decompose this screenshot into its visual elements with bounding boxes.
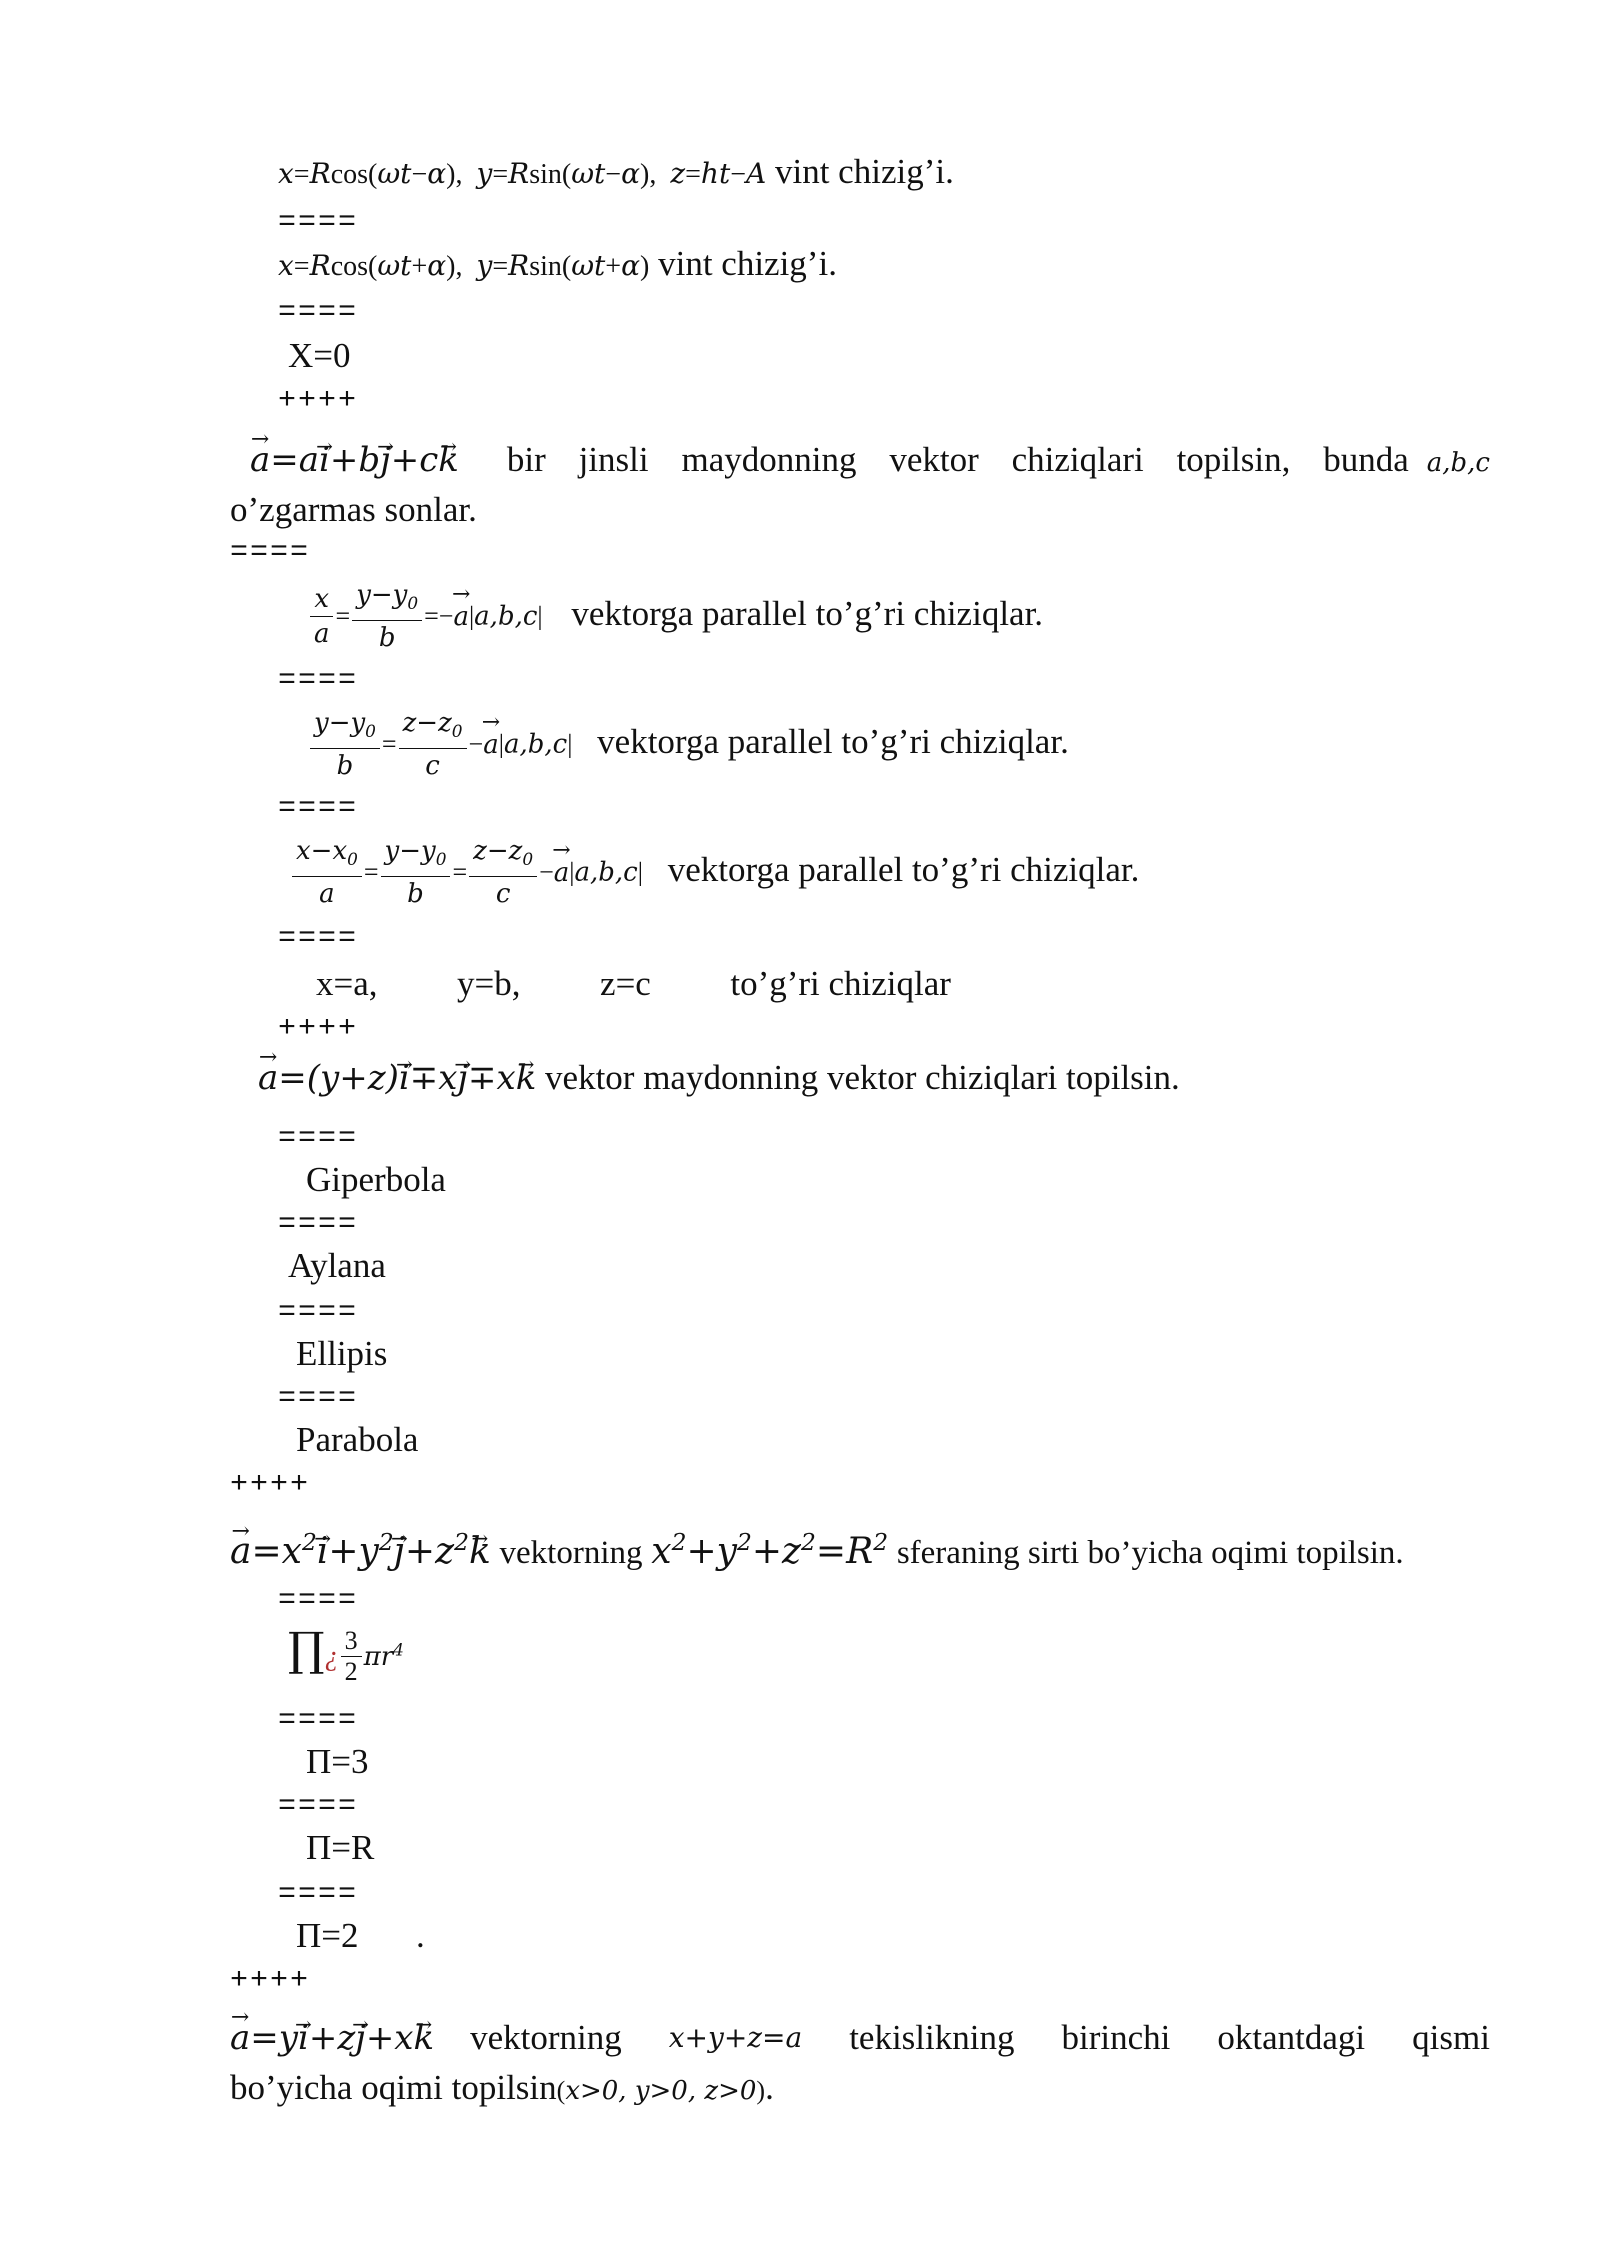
- separator: ====: [278, 922, 359, 956]
- separator: ====: [278, 1584, 359, 1618]
- separator: ++++: [230, 1468, 311, 1502]
- separator: ====: [278, 206, 359, 240]
- word: tekislikning: [849, 2018, 1015, 2057]
- word: jinsli: [578, 440, 649, 479]
- question-text: sferaning sirti bo’yicha oqimi topilsin.: [896, 1535, 1404, 1571]
- word: qismi: [1412, 2018, 1490, 2057]
- question-text: vektor maydonning vektor chiziqlari topilsin.: [545, 1058, 1180, 1097]
- separator: ====: [278, 296, 359, 330]
- answer-text: vektorga parallel to’g’ri chiziqlar.: [571, 593, 1044, 633]
- separator: ====: [278, 1296, 359, 1330]
- separator: ====: [278, 792, 359, 826]
- word: chiziqlari: [1011, 440, 1144, 479]
- answer-text: vektorga parallel to’g’ri chiziqlar.: [667, 849, 1140, 889]
- separator: ++++: [230, 1964, 311, 1998]
- answer-parallel-2: $\frac{y-y_0}{b}$ = $\frac{z-z_0}{c}$ −→ a|a,b,c| vektorga parallel to’g’ri chiziqlar.: [308, 706, 1069, 783]
- option-aylana: Aylana: [288, 1246, 386, 1285]
- question-4-continued: bo’yicha oqimi topilsin(x>0, y>0, z>0).: [230, 2068, 774, 2107]
- answer-text: vint chizig’i.: [658, 244, 837, 283]
- word: topilsin,: [1176, 440, 1291, 479]
- word: birinchi: [1061, 2018, 1171, 2057]
- answer-text: vektorga parallel to’g’ri chiziqlar.: [597, 721, 1069, 761]
- separator: ====: [278, 1382, 359, 1416]
- answer-flux-formula: ∏¿ $\frac{3}{2}$ $\pi r^4$: [288, 1622, 404, 1687]
- question-text: bo’yicha oqimi topilsin: [230, 2068, 557, 2107]
- answer-text: vint chizig’i.: [774, 152, 954, 191]
- word: bir: [506, 440, 546, 479]
- question-2: → a=(y+z)→ i∓x→ j∓x→ k vektor maydonning vektor chiziqlari topilsin.: [258, 1058, 1180, 1098]
- question-4: → a=y→ i+z→ j+x→ k vektorning x+y+z=a tekislikning birinchi oktantdagi qismi: [230, 2018, 1490, 2058]
- question-text: vektorning: [499, 1535, 643, 1571]
- separator: ====: [278, 1208, 359, 1242]
- option-parabola: Parabola: [296, 1420, 419, 1459]
- separator: ====: [278, 1704, 359, 1738]
- separator: ====: [278, 1122, 359, 1156]
- answer-line-helix-1: x=Rcos(ωt−α), y=Rsin(ωt−α), z=ht−A vint chizig’i.: [278, 152, 954, 191]
- question-1-continued: o’zgarmas sonlar.: [230, 490, 477, 529]
- separator: ====: [230, 536, 311, 570]
- answer-part: x=a,: [316, 964, 378, 1003]
- answer-lines-xyz: [316, 964, 951, 1004]
- answer-parallel-3: $\frac{x-x_0}{a}$ = $\frac{y-y_0}{b}$ = $\frac{z-z_0}{c}$ −→ a|a,b,c| vektorga parallel to’g’ri chiziqlar.: [290, 834, 1139, 911]
- answer-line-helix-2: x=Rcos(ωt+α), y=Rsin(ωt+α) vint chizig’i.: [278, 244, 837, 283]
- word: vektor: [889, 440, 979, 479]
- separator: ====: [278, 1790, 359, 1824]
- option-giperbola: Giperbola: [306, 1160, 446, 1199]
- answer-pi-r: Π=R: [306, 1828, 375, 1867]
- separator: ====: [278, 1878, 359, 1912]
- answer-text: Π=2: [296, 1916, 359, 1955]
- answer-dot: .: [416, 1916, 425, 1955]
- answer-part: y=b,: [457, 964, 521, 1003]
- answer-part: to’g’ri chiziqlar: [730, 964, 951, 1003]
- answer-pi-3: Π=3: [306, 1742, 369, 1781]
- separator: ====: [278, 664, 359, 698]
- word: oktantdagi: [1217, 2018, 1366, 2057]
- answer-part: z=c: [600, 964, 651, 1003]
- answer-pi-2: [296, 1916, 425, 1956]
- word: bunda: [1323, 440, 1409, 479]
- answer-x0: X=0: [288, 336, 351, 375]
- answer-parallel-1: $\frac{x}{a}$ = $\frac{y-y_0}{b}$ =−→ a|a,b,c| vektorga parallel to’g’ri chiziqlar.: [308, 578, 1043, 655]
- word: maydonning: [681, 440, 857, 479]
- word: vektorning: [470, 2018, 622, 2057]
- separator: ++++: [278, 384, 359, 418]
- question-3: → $a=x^2\to i+y^2\to j+z^2\to k$ vektorning $x^2+y^2+z^2=R^2$ sferaning sirti bo’yicha oqimi topilsin.: [230, 1522, 1404, 1573]
- question-1: → a=a→ i+b→ j+c→ k bir jinsli maydonning vektor chiziqlari topilsin, bunda a,b,c: [250, 440, 1490, 483]
- option-ellipis: Ellipis: [296, 1334, 388, 1373]
- separator: ++++: [278, 1012, 359, 1046]
